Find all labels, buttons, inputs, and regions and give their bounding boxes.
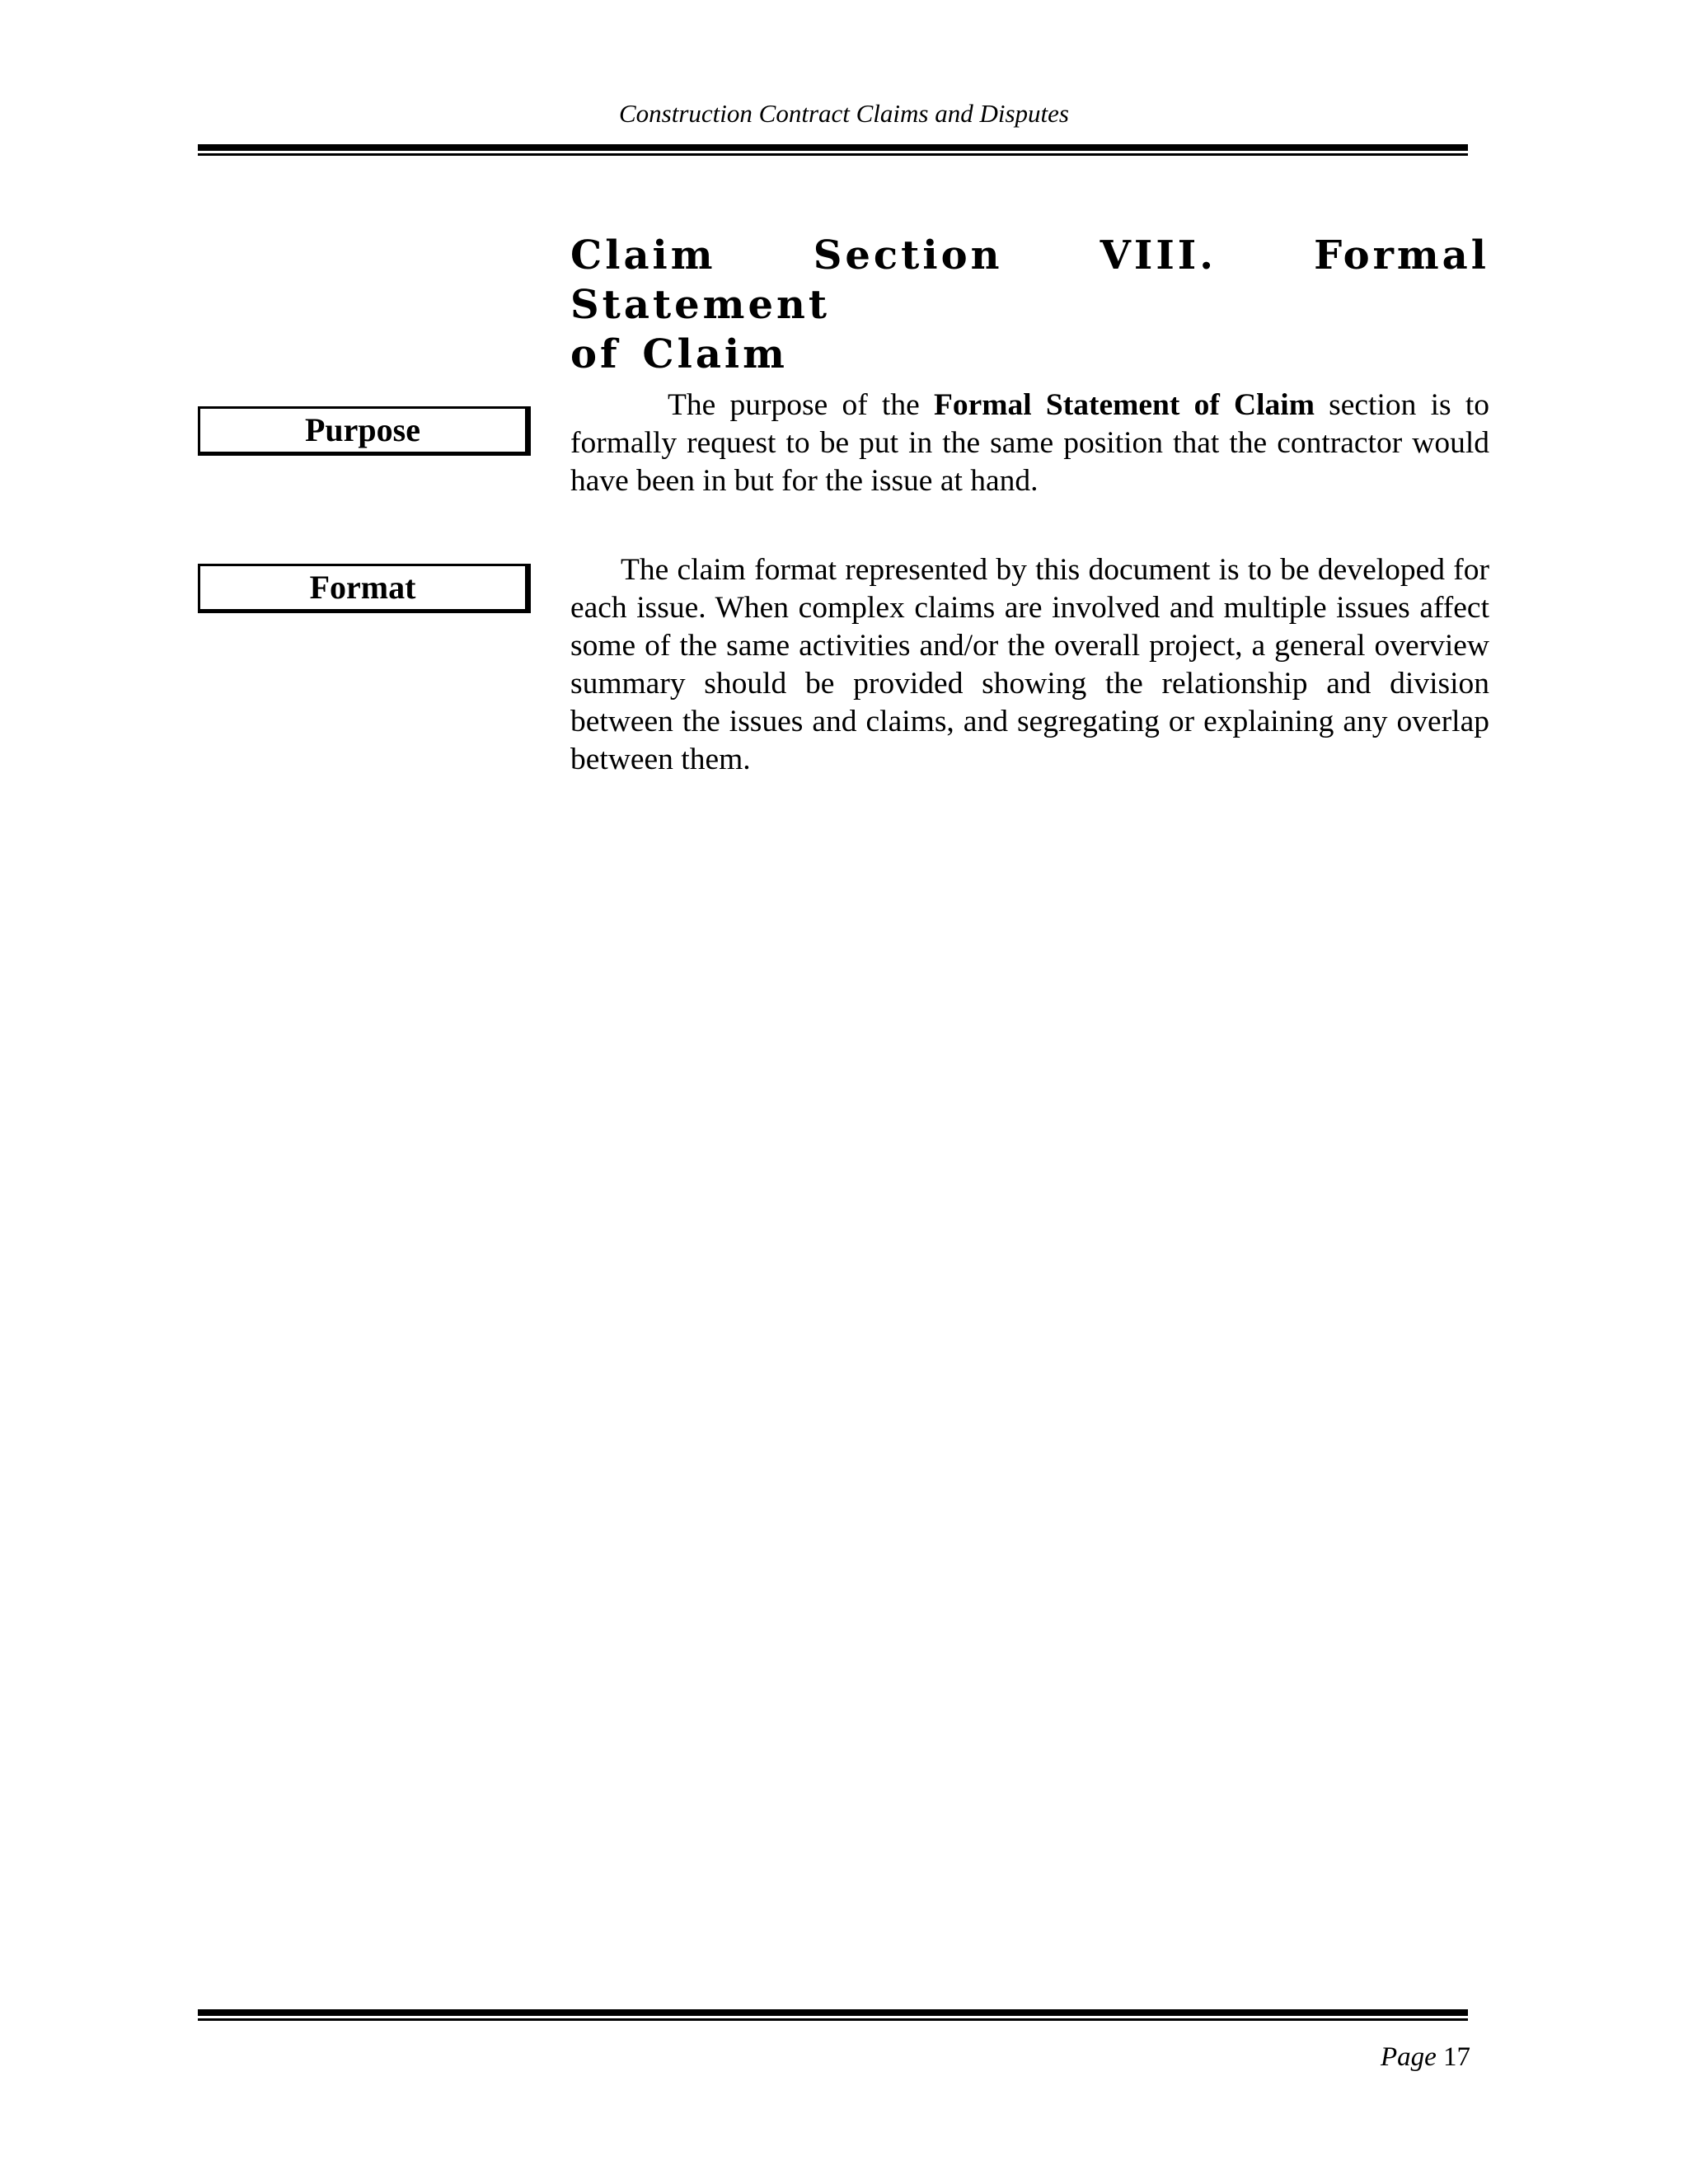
footer-rule-thin [198,2018,1468,2021]
format-paragraph: The claim format represented by this document is to be developed for each issue. When complex claims are involved and multiple issues affect some of the same activities and/or the overall project, a general overview summary should be provided showing the relationship and division between the issues and claims, and segregating or explaining any overlap between them. [570,553,1489,776]
purpose-bold-term: Formal Statement of Claim [933,388,1315,422]
header-rule-thin [198,153,1468,156]
section-title [570,231,1489,379]
purpose-label-box: Purpose [198,406,531,456]
section-title-line-1: Claim Section VIII. Formal Statement [570,232,1489,328]
purpose-text-start: The purpose of the [668,388,934,422]
page-word: Page [1380,2042,1437,2072]
purpose-text-end: section is to formally request to be put in the same position that the contractor would have been in but for the issue at hand. [570,388,1489,498]
format-label-box: Format [198,564,531,613]
header-rule-thick [198,144,1468,151]
page-number [1381,2041,1470,2074]
page-number-value: 17 [1443,2042,1470,2072]
section-title-line-2: of Claim [570,331,788,377]
footer-rule-thick [198,2009,1468,2016]
purpose-paragraph [570,387,1489,500]
running-header: Construction Contract Claims and Disputes [619,99,1069,128]
